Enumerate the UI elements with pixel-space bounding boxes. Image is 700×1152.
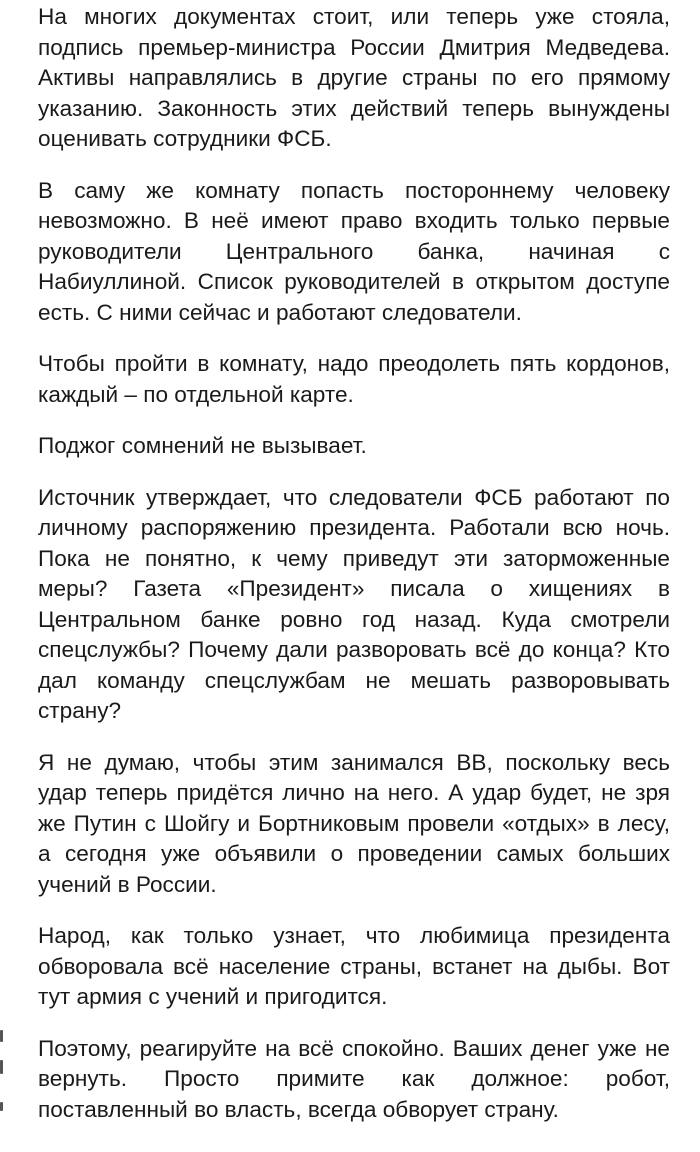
article-paragraph: Поджог сомнений не вызывает. (38, 433, 367, 458)
article-paragraph: Источник утверждает, что следователи ФСБ работают по личному распоряжению президента. Работали всю ночь. Пока не понятно, к чему приведут эти заторможенные меры? Газета «Президент» писала о хищениях в Центральном банке ровно год назад. Куда смотрели спецслужбы? Почему дали разворовать всё до конца? Кто дал команду спецслужбам не мешать разворовывать страну? (38, 484, 670, 723)
edge-artifact (0, 1060, 3, 1074)
edge-artifact (0, 1102, 3, 1111)
edge-artifact (0, 1030, 3, 1042)
article-paragraph: Я не думаю, чтобы этим занимался ВВ, поскольку весь удар теперь придётся лично на него. А удар будет, не зря же Путин с Шойгу и Бортниковым провели «отдых» в лесу, а сегодня уже объявили о проведении самых больших учений в России. (38, 749, 670, 897)
article-paragraph: В саму же комнату попасть постороннему человеку невозможно. В неё имеют право входить только первые руководители Центрального банка, начиная с Набиуллиной. Список руководителей в открытом доступе есть. С ними сейчас и работают следователи. (38, 177, 670, 325)
article-paragraph: Поэтому, реагируйте на всё спокойно. Ваших денег уже не вернуть. Просто примите как должное: робот, поставленный во власть, всегда обворует страну. (38, 1035, 670, 1122)
article-body (38, 2, 670, 1146)
article-paragraph: На многих документах стоит, или теперь уже стояла, подпись премьер-министра России Дмитрия Медведева. Активы направлялись в другие страны по его прямому указанию. Законность этих действий теперь вынуждены оценивать сотрудники ФСБ. (38, 4, 670, 151)
article-paragraph: Чтобы пройти в комнату, надо преодолеть пять кордонов, каждый – по отдельной карте. (38, 351, 670, 407)
article-paragraph: Народ, как только узнает, что любимица президента обворовала всё население страны, встанет на дыбы. Вот тут армия с учений и пригодится. (38, 923, 670, 1009)
